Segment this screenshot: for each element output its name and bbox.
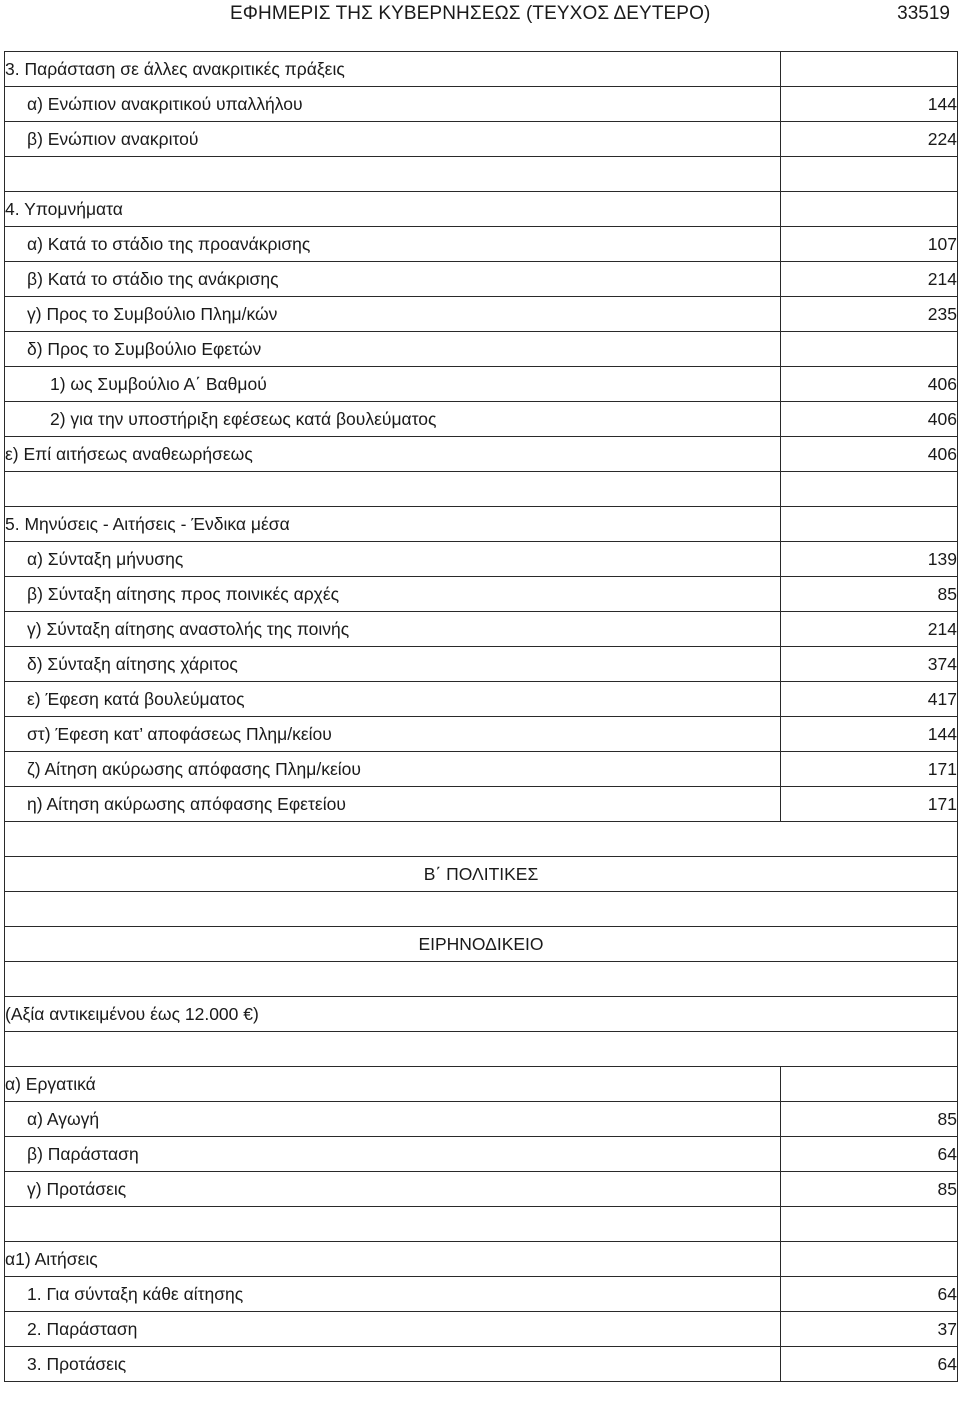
row-value — [781, 1242, 958, 1277]
fee-table-body-civil — [5, 1067, 958, 1382]
table-row — [5, 1032, 958, 1067]
row-label: 3. Προτάσεις — [5, 1347, 781, 1382]
row-value — [781, 332, 958, 367]
table-row — [5, 717, 958, 752]
spacer-cell — [5, 822, 958, 857]
table-row — [5, 1347, 958, 1382]
row-label: 1) ως Συμβούλιο Α΄ Βαθμού — [5, 367, 781, 402]
row-value — [781, 192, 958, 227]
table-row — [5, 1242, 958, 1277]
row-label: α) Ενώπιον ανακριτικού υπαλλήλου — [5, 87, 781, 122]
table-row — [5, 892, 958, 927]
row-value: 139 — [781, 542, 958, 577]
row-value: 144 — [781, 87, 958, 122]
row-label — [5, 157, 781, 192]
row-label: β) Κατά το στάδιο της ανάκρισης — [5, 262, 781, 297]
row-label: δ) Σύνταξη αίτησης χάριτος — [5, 647, 781, 682]
table-row — [5, 52, 958, 87]
row-value: 224 — [781, 122, 958, 157]
table-row — [5, 997, 958, 1032]
row-value: 64 — [781, 1347, 958, 1382]
row-label: α) Σύνταξη μήνυσης — [5, 542, 781, 577]
gazette-title: ΕΦΗΜΕΡΙΣ ΤΗΣ ΚΥΒΕΡΝΗΣΕΩΣ (ΤΕΥΧΟΣ ΔΕΥΤΕΡΟ) — [230, 3, 711, 24]
row-label: γ) Σύνταξη αίτησης αναστολής της ποινής — [5, 612, 781, 647]
spacer-cell — [5, 1032, 958, 1067]
table-row — [5, 857, 958, 892]
table-row — [5, 192, 958, 227]
row-label: 1. Για σύνταξη κάθε αίτησης — [5, 1277, 781, 1312]
row-label: β) Παράσταση — [5, 1137, 781, 1172]
row-value: 214 — [781, 262, 958, 297]
row-label: 2. Παράσταση — [5, 1312, 781, 1347]
spacer-cell — [5, 892, 958, 927]
row-label: ε) Επί αιτήσεως αναθεωρήσεως — [5, 437, 781, 472]
section-heading-politikes: Β΄ ΠΟΛΙΤΙΚΕΣ — [5, 857, 958, 892]
table-row — [5, 1067, 958, 1102]
row-label: β) Σύνταξη αίτησης προς ποινικές αρχές — [5, 577, 781, 612]
table-row — [5, 1172, 958, 1207]
row-value: 85 — [781, 1102, 958, 1137]
row-value — [781, 507, 958, 542]
row-value: 144 — [781, 717, 958, 752]
row-value: 85 — [781, 577, 958, 612]
row-label: α) Κατά το στάδιο της προανάκρισης — [5, 227, 781, 262]
table-row — [5, 367, 958, 402]
row-value — [781, 1067, 958, 1102]
row-value: 417 — [781, 682, 958, 717]
table-row — [5, 822, 958, 857]
row-label: α) Εργατικά — [5, 1067, 781, 1102]
row-label — [5, 472, 781, 507]
row-label: γ) Προς το Συμβούλιο Πλημ/κών — [5, 297, 781, 332]
table-row — [5, 927, 958, 962]
value-limit-note: (Αξία αντικειμένου έως 12.000 €) — [5, 997, 958, 1032]
table-row — [5, 682, 958, 717]
row-value — [781, 1207, 958, 1242]
row-value: 374 — [781, 647, 958, 682]
row-label: 4. Υπομνήματα — [5, 192, 781, 227]
section-heading-block — [5, 822, 958, 1067]
row-label: στ) Έφεση κατ’ αποφάσεως Πλημ/κείου — [5, 717, 781, 752]
table-row — [5, 87, 958, 122]
row-value: 64 — [781, 1137, 958, 1172]
row-label: α) Αγωγή — [5, 1102, 781, 1137]
row-value: 406 — [781, 367, 958, 402]
table-row — [5, 752, 958, 787]
row-value: 85 — [781, 1172, 958, 1207]
row-label: γ) Προτάσεις — [5, 1172, 781, 1207]
table-row — [5, 227, 958, 262]
row-label: 2) για την υποστήριξη εφέσεως κατά βουλεύματος — [5, 402, 781, 437]
table-row — [5, 402, 958, 437]
table-row — [5, 472, 958, 507]
row-label — [5, 1207, 781, 1242]
table-row — [5, 577, 958, 612]
table-row — [5, 1207, 958, 1242]
table-row — [5, 507, 958, 542]
row-value: 107 — [781, 227, 958, 262]
row-value: 406 — [781, 402, 958, 437]
row-value: 235 — [781, 297, 958, 332]
row-label: 3. Παράσταση σε άλλες ανακριτικές πράξεις — [5, 52, 781, 87]
row-label: ε) Έφεση κατά βουλεύματος — [5, 682, 781, 717]
table-row — [5, 542, 958, 577]
fee-table — [4, 51, 958, 1382]
row-value: 37 — [781, 1312, 958, 1347]
row-label: ζ) Αίτηση ακύρωσης απόφασης Πλημ/κείου — [5, 752, 781, 787]
table-row — [5, 1137, 958, 1172]
row-value — [781, 157, 958, 192]
spacer-cell — [5, 962, 958, 997]
fee-table-body — [5, 52, 958, 822]
page-header — [0, 0, 960, 34]
row-label: 5. Μηνύσεις - Αιτήσεις - Ένδικα μέσα — [5, 507, 781, 542]
table-row — [5, 332, 958, 367]
row-label: α1) Αιτήσεις — [5, 1242, 781, 1277]
table-row — [5, 157, 958, 192]
table-row — [5, 612, 958, 647]
table-row — [5, 962, 958, 997]
table-row — [5, 787, 958, 822]
table-row — [5, 1277, 958, 1312]
row-value: 171 — [781, 787, 958, 822]
table-row — [5, 262, 958, 297]
table-row — [5, 1102, 958, 1137]
row-value — [781, 472, 958, 507]
table-row — [5, 297, 958, 332]
row-label: β) Ενώπιον ανακριτού — [5, 122, 781, 157]
row-label: η) Αίτηση ακύρωσης απόφασης Εφετείου — [5, 787, 781, 822]
row-value — [781, 52, 958, 87]
row-value: 214 — [781, 612, 958, 647]
table-row — [5, 437, 958, 472]
table-row — [5, 122, 958, 157]
row-label: δ) Προς το Συμβούλιο Εφετών — [5, 332, 781, 367]
row-value: 171 — [781, 752, 958, 787]
table-row — [5, 647, 958, 682]
row-value: 406 — [781, 437, 958, 472]
page-number: 33519 — [897, 3, 950, 24]
row-value: 64 — [781, 1277, 958, 1312]
table-row — [5, 1312, 958, 1347]
section-heading-eirinodikeio: ΕΙΡΗΝΟΔΙΚΕΙΟ — [5, 927, 958, 962]
